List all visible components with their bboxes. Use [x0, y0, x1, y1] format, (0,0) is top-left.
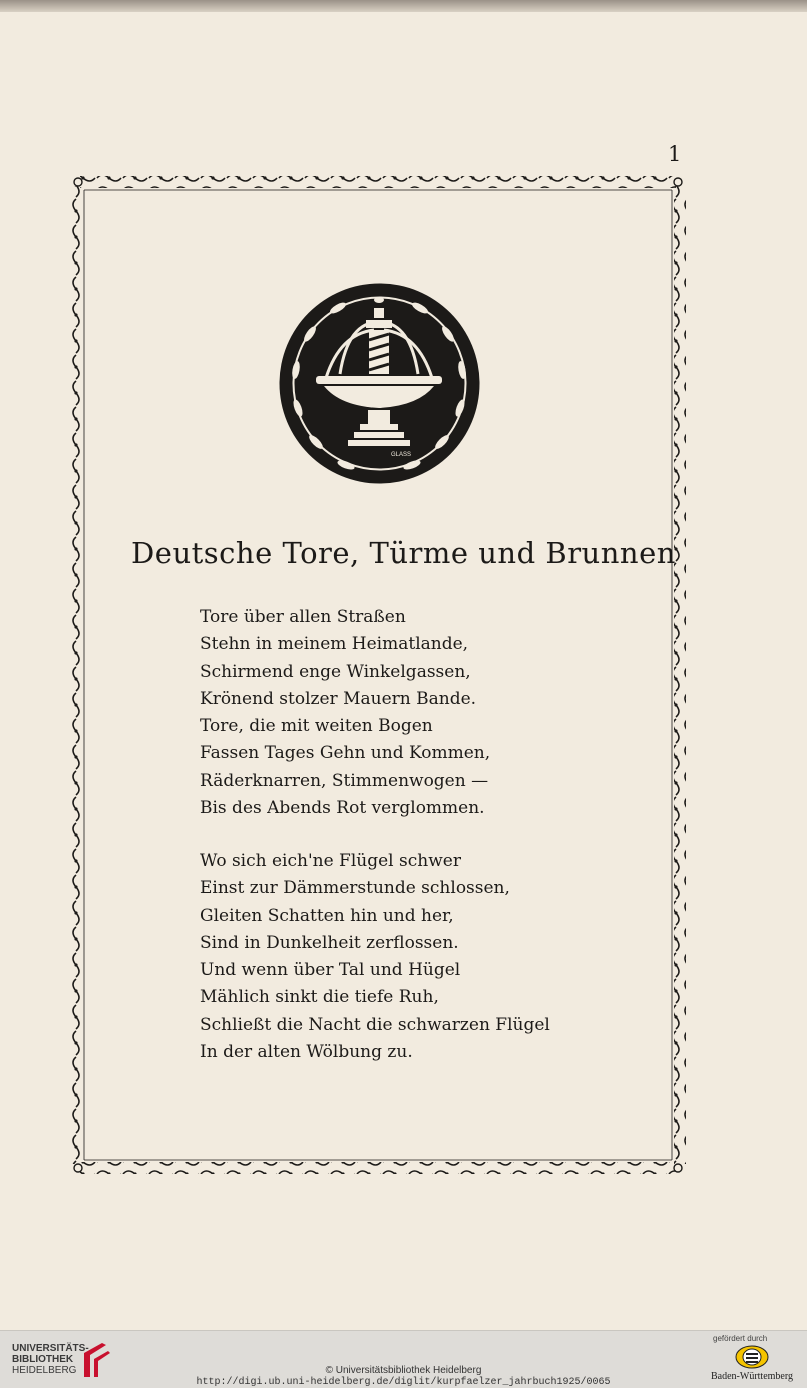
verse-line: Wo sich eich'ne Flügel schwer: [200, 851, 461, 871]
verse-line: Schließt die Nacht die schwarzen Flügel: [200, 1014, 550, 1035]
verse-line: Tore über allen Straßen: [200, 607, 406, 627]
verse-line: Gleiten Schatten hin und her,: [200, 905, 454, 926]
page-top-edge: [0, 0, 807, 12]
emblem-signature: GLASS: [391, 452, 412, 458]
verse-line: Und wenn über Tal und Hügel: [200, 960, 461, 981]
viewer-footer: [0, 1330, 807, 1388]
verse-line: Schirmend enge Winkelgassen,: [200, 661, 471, 682]
permalink-url[interactable]: http://digi.ub.uni-heidelberg.de/diglit/kurpfaelzer_jahrbuch1925/0065: [196, 1377, 611, 1388]
baden-wuerttemberg-crest-icon[interactable]: [735, 1345, 769, 1369]
verse-line: Bis des Abends Rot verglommen.: [200, 798, 485, 819]
funded-by-label: gefördert durch: [713, 1334, 768, 1343]
page-number: 1: [668, 142, 682, 166]
library-name-line: HEIDELBERG: [12, 1365, 77, 1376]
sponsor-name: Baden-Württemberg: [711, 1371, 794, 1382]
library-name-line: UNIVERSITÄTS-: [12, 1343, 89, 1354]
verse-line: Räderknarren, Stimmenwogen —: [200, 770, 489, 791]
verse-line: Krönend stolzer Mauern Bande.: [200, 688, 477, 709]
stanza-1: [200, 604, 640, 822]
verse-line: Mählich sinkt die tiefe Ruh,: [200, 987, 439, 1008]
copyright-notice: © Universitätsbibliothek Heidelberg: [325, 1365, 482, 1376]
library-name-line: BIBLIOTHEK: [12, 1354, 74, 1365]
stanza-2: [200, 848, 640, 1066]
verse-line: In der alten Wölbung zu.: [200, 1042, 413, 1063]
verse-line: Tore, die mit weiten Bogen: [200, 716, 433, 737]
fountain-wreath-emblem-icon: [278, 282, 481, 485]
poem-title: Deutsche Tore, Türme und Brunnen: [131, 536, 676, 570]
verse-line: Stehn in meinem Heimatlande,: [200, 634, 469, 655]
verse-line: Sind in Dunkelheit zerflossen.: [200, 932, 459, 953]
verse-line: Fassen Tages Gehn und Kommen,: [200, 743, 491, 764]
verse-line: Einst zur Dämmerstunde schlossen,: [200, 878, 510, 899]
